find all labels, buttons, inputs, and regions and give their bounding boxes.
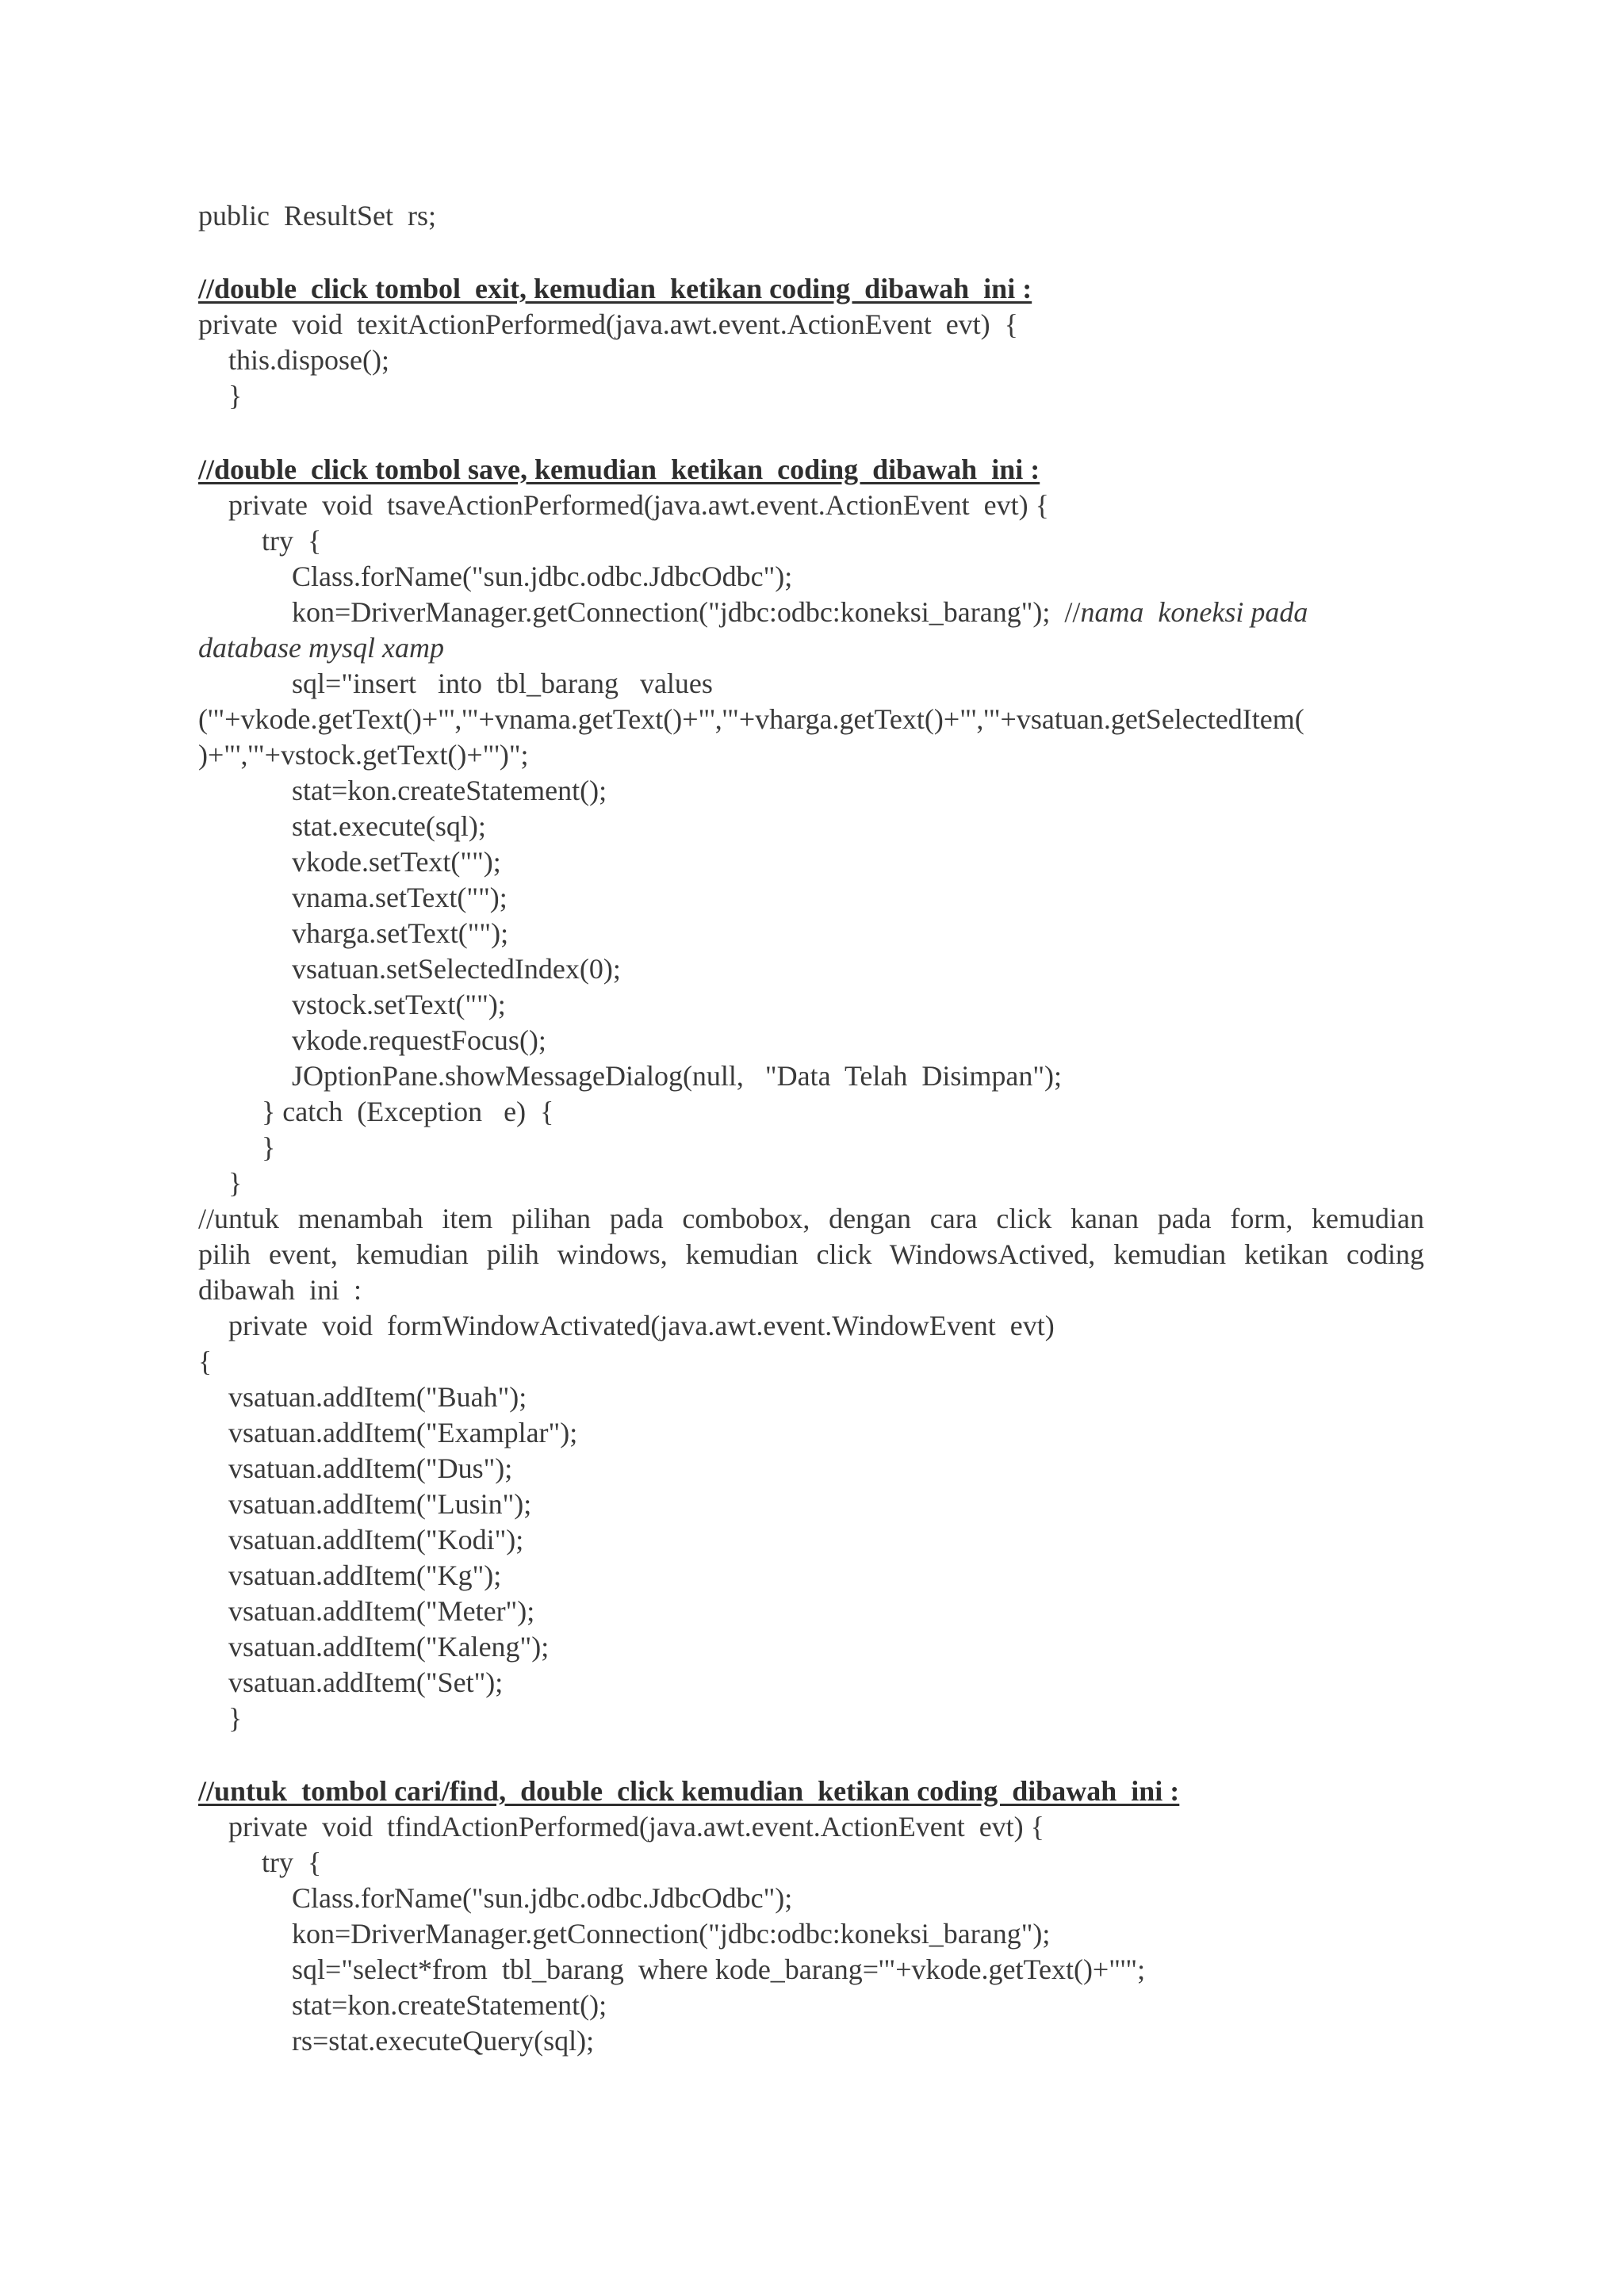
code-line: vsatuan.addItem("Set"); [228, 1667, 504, 1698]
code-line: public ResultSet rs; [198, 200, 436, 232]
code-line: JOptionPane.showMessageDialog(null, "Data Telah Disimpan"); [292, 1060, 1063, 1092]
section-heading-exit: //double click tombol exit, kemudian ketikan coding dibawah ini : [198, 273, 1032, 304]
code-line: vsatuan.addItem("Buah"); [228, 1381, 527, 1413]
code-line: rs=stat.executeQuery(sql); [292, 2025, 595, 2057]
instruction-text: pilih event, kemudian pilih windows, kemudian click WindowsActived, kemudian ketikan coding [198, 1238, 1424, 1270]
code-line: vstock.setText(""); [292, 989, 506, 1020]
code-line: vsatuan.addItem("Examplar"); [228, 1417, 578, 1448]
code-text: kon=DriverManager.getConnection("jdbc:odbc:koneksi_barang"); // [292, 596, 1081, 628]
code-line: Class.forName("sun.jdbc.odbc.JdbcOdbc"); [292, 1882, 793, 1914]
code-line: vsatuan.addItem("Kg"); [228, 1559, 502, 1591]
code-line [292, 595, 1308, 629]
code-line: sql="select*from tbl_barang where kode_barang='"+vkode.getText()+"'"; [292, 1954, 1146, 1985]
code-comment: nama koneksi pada [1080, 596, 1308, 628]
code-line: vharga.setText(""); [292, 917, 509, 949]
code-line: { [198, 1345, 213, 1377]
code-line: } [228, 380, 243, 411]
code-line: sql="insert into tbl_barang values [292, 668, 713, 699]
code-line: vnama.setText(""); [292, 882, 508, 913]
section-heading-save: //double click tombol save, kemudian ketikan coding dibawah ini : [198, 453, 1040, 485]
code-line: stat.execute(sql); [292, 810, 486, 842]
code-line: vsatuan.addItem("Lusin"); [228, 1488, 532, 1520]
code-line: vkode.requestFocus(); [292, 1024, 546, 1056]
code-line: stat=kon.createStatement(); [292, 1989, 607, 2021]
code-line: private void tfindActionPerformed(java.awt.event.ActionEvent evt) { [228, 1811, 1044, 1843]
code-line: )+"','"+vstock.getText()+"')"; [198, 739, 529, 771]
code-line: ('"+vkode.getText()+"','"+vnama.getText()+"','"+vharga.getText()+"','"+vsatuan.getSelectedItem( [198, 703, 1304, 735]
code-line: kon=DriverManager.getConnection("jdbc:odbc:koneksi_barang"); [292, 1918, 1051, 1950]
code-line: vsatuan.addItem("Kaleng"); [228, 1631, 550, 1663]
code-line: private void formWindowActivated(java.awt.event.WindowEvent evt) [228, 1310, 1055, 1341]
code-line: vsatuan.addItem("Dus"); [228, 1452, 513, 1484]
code-line: this.dispose(); [228, 344, 389, 376]
code-line: vsatuan.addItem("Meter"); [228, 1595, 535, 1627]
code-comment: database mysql xamp [198, 632, 444, 664]
code-line: } [228, 1702, 243, 1734]
code-line: vsatuan.setSelectedIndex(0); [292, 953, 621, 985]
code-line: vkode.setText(""); [292, 846, 501, 878]
code-line: } catch (Exception e) { [262, 1096, 554, 1127]
code-line: vsatuan.addItem("Kodi"); [228, 1524, 524, 1556]
instruction-text: //untuk menambah item pilihan pada combobox, dengan cara click kanan pada form, kemudian [198, 1203, 1424, 1234]
code-line: try { [262, 1846, 322, 1878]
code-line: try { [262, 525, 322, 557]
instruction-text: dibawah ini : [198, 1274, 362, 1306]
section-heading-find: //untuk tombol cari/find, double click kemudian ketikan coding dibawah ini : [198, 1775, 1180, 1807]
code-line: } [228, 1167, 243, 1199]
code-line: } [262, 1131, 276, 1163]
code-line: private void texitActionPerformed(java.awt.event.ActionEvent evt) { [198, 308, 1018, 340]
code-line: private void tsaveActionPerformed(java.awt.event.ActionEvent evt) { [228, 489, 1049, 521]
code-line: Class.forName("sun.jdbc.odbc.JdbcOdbc"); [292, 561, 793, 592]
code-line: stat=kon.createStatement(); [292, 775, 607, 806]
